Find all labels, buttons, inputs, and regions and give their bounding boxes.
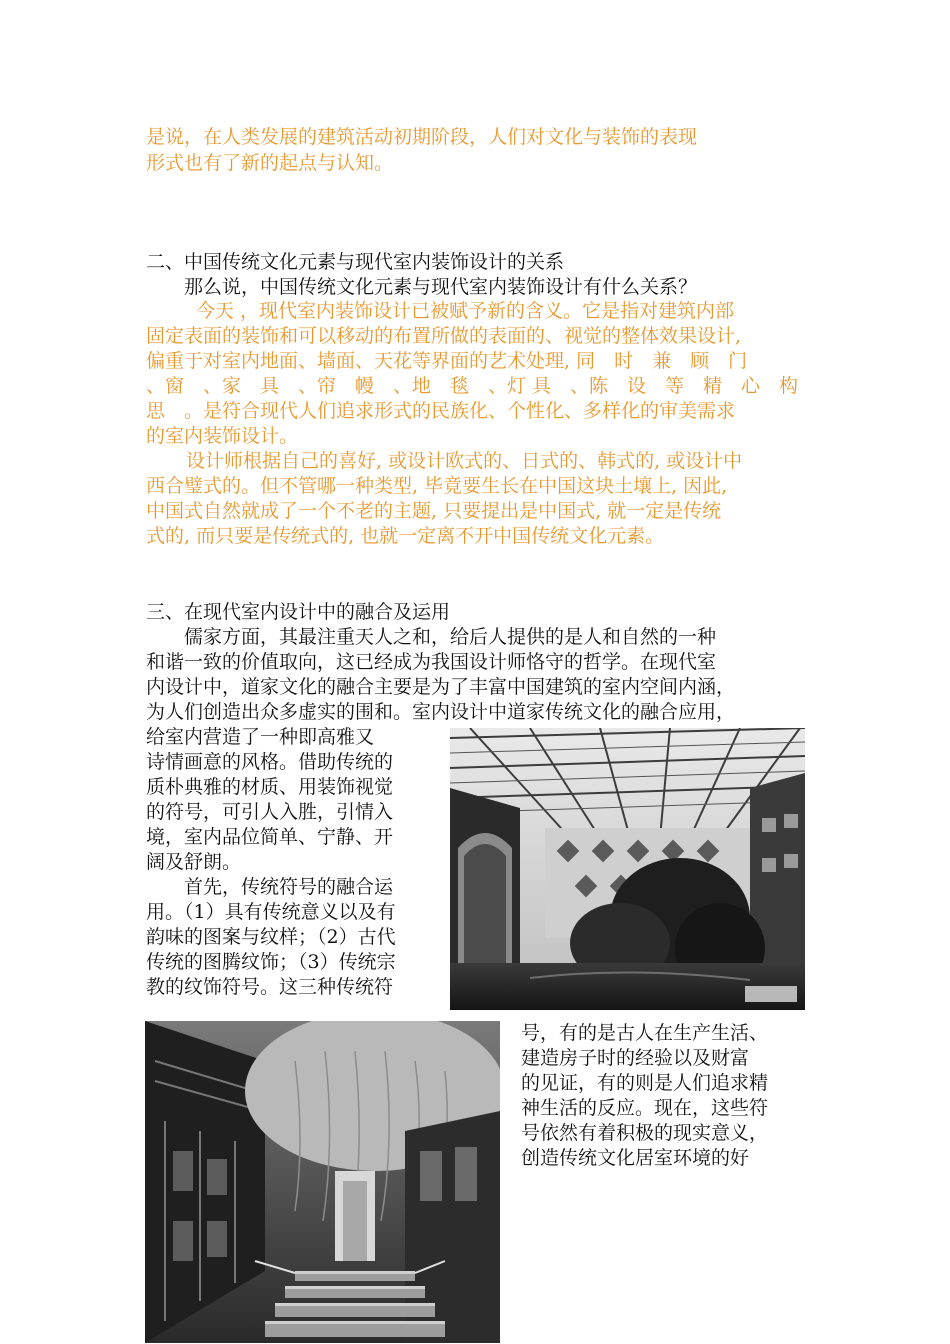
courtyard-photo (145, 1021, 500, 1343)
section3-right-line: 建造房子时的经验以及财富 (521, 1047, 750, 1069)
section3-left-line: 教的纹饰符号。这三种传统符 (146, 976, 394, 998)
section3-left-line: 给室内营造了一种即高雅又 (146, 726, 375, 748)
section3-right-line: 号，有的是古人在生产生活、 (521, 1022, 769, 1044)
section3-left-line: 诗情画意的风格。借助传统的 (146, 751, 394, 773)
section3-left-line: 传统的图腾纹饰；（3）传统宗 (146, 951, 396, 973)
section3-left-line: 境，室内品位简单、宁静、开 (146, 826, 394, 848)
section3-left-line: 质朴典雅的材质、用装饰视觉 (146, 776, 394, 798)
courtyard-photo-illustration (145, 1021, 500, 1343)
section3-right-line: 号依然有着积极的现实意义， (521, 1122, 769, 1144)
section3-heading: 三、在现代室内设计中的融合及运用 (146, 601, 451, 623)
atrium-photo (450, 728, 805, 1010)
section3-left-line: 的符号，可引人入胜，引情入 (146, 801, 394, 823)
section3-left-line: 韵味的图案与纹样；（2）古代 (146, 926, 396, 948)
section3-left-line: 阔及舒朗。 (146, 851, 242, 873)
section2-line: 今天 ，现代室内装饰设计已被赋予新的含义。它是指对建筑内部 (196, 300, 735, 322)
section2-line: 那么说，中国传统文化元素与现代室内装饰设计有什么关系？ (184, 276, 698, 298)
section3-line: 内设计中，道家文化的融合主要是为了丰富中国建筑的室内空间内涵， (146, 676, 736, 698)
section2-line: 偏重于对室内地面、墙面、天花等界面的艺术处理, 同 时 兼 顾 门 (146, 350, 748, 372)
section2-line: 思 。是符合现代人们追求形式的民族化、个性化、多样化的审美需求 (146, 400, 736, 422)
section3-right-line: 神生活的反应。现在，这些符 (521, 1097, 769, 1119)
section2-line: 式的, 而只要是传统式的, 也就一定离不开中国传统文化元素。 (146, 525, 665, 547)
section3-left-line: 用。（1）具有传统意义以及有 (146, 901, 396, 923)
section2-line: 固定表面的装饰和可以移动的布置所做的表面的、视觉的整体效果设计, (146, 325, 742, 347)
section2-line: 中国式自然就成了一个不老的主题, 只要提出是中国式, 就一定是传统 (146, 500, 722, 522)
intro-line-2: 形式也有了新的起点与认知。 (146, 152, 394, 174)
section2-line: 设计师根据自己的喜好, 或设计欧式的、日式的、韩式的, 或设计中 (186, 450, 743, 472)
section2-line: 西合璧式的。但不管哪一种类型, 毕竟要生长在中国这块土壤上, 因此, (146, 475, 728, 497)
section2-line: 、窗 、家 具 、帘 幔 、地 毯 、灯 具 、陈 设 等 精 心 构 (146, 375, 799, 397)
section3-line: 为人们创造出众多虚实的围和。室内设计中道家传统文化的融合应用， (146, 701, 736, 723)
intro-line-1: 是说，在人类发展的建筑活动初期阶段，人们对文化与装饰的表现 (146, 126, 698, 148)
section3-right-line: 创造传统文化居室环境的好 (521, 1147, 750, 1169)
section3-line: 儒家方面，其最注重天人之和，给后人提供的是人和自然的一种 (184, 626, 717, 648)
atrium-photo-illustration (450, 728, 805, 1010)
section3-left-line: 首先，传统符号的融合运 (184, 876, 394, 898)
section3-line: 和谐一致的价值取向，这已经成为我国设计师恪守的哲学。在现代室 (146, 651, 717, 673)
section2-heading: 二、中国传统文化元素与现代室内装饰设计的关系 (146, 251, 565, 273)
section2-line: 的室内装饰设计。 (146, 425, 299, 447)
section3-right-line: 的见证，有的则是人们追求精 (521, 1072, 769, 1094)
